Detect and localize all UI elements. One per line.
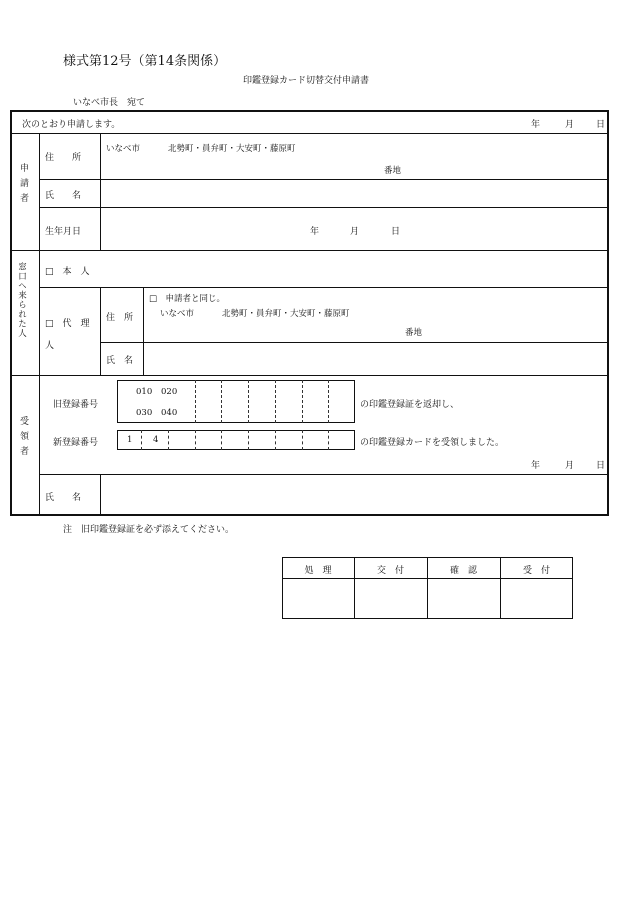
dob-month: 月 [350,227,360,237]
divider [100,133,101,250]
digit-separator [195,430,196,450]
digit-separator [328,430,329,450]
divider [100,287,101,375]
request-text: 次のとおり申請します。 [22,120,121,130]
new-number-label: 新登録番号 [53,438,99,448]
divider [39,179,609,180]
digit-separator [248,380,249,423]
office-header: 処 理 [304,566,332,576]
digit-separator [221,430,222,450]
applicant-section-label: 申請者 [18,163,28,208]
visitor-address-label: 住 所 [106,313,134,323]
receive-month: 月 [565,461,575,471]
applicant-dob-label: 生年月日 [45,227,82,237]
applicant-address-towns: 北勢町・員弁町・大安町・藤原町 [168,144,296,154]
applicant-address-banchi: 番地 [384,166,402,176]
digit-separator [302,380,303,423]
old-number-box[interactable] [117,380,355,423]
receiver-section-label: 受領者 [18,416,28,461]
dob-year: 年 [310,227,320,237]
new-digit: 1 [127,435,133,445]
new-digit: 4 [153,435,159,445]
receiver-name-label: 氏 名 [45,493,82,503]
digit-separator [248,430,249,450]
divider [39,207,609,208]
digit-separator [221,380,222,423]
applicant-address-city: いなべ市 [106,144,141,154]
dob-day: 日 [391,227,401,237]
divider [39,474,609,475]
old-return-text: の印鑑登録証を返却し、 [360,400,460,410]
applicant-address-label: 住 所 [45,153,82,163]
old-number-label: 旧登録番号 [53,400,99,410]
applicant-name-label: 氏 名 [45,191,82,201]
divider [100,474,101,516]
visitor-address-banchi: 番地 [405,328,423,338]
agent-suffix: 人 [45,341,55,351]
office-header: 受 付 [522,566,550,576]
digit-separator [302,430,303,450]
receive-year: 年 [531,461,541,471]
agent-option[interactable]: □ 代 理 [45,319,90,329]
visitor-address-city: いなべ市 [160,309,195,319]
addressee: いなべ市長 宛て [73,98,146,108]
digit-separator [275,380,276,423]
form-number: 様式第12号（第14条関係） [63,54,227,69]
same-as-applicant-checkbox[interactable]: □ 申請者と同じ。 [149,294,226,304]
old-code: 010 [136,387,153,397]
visitor-address-towns: 北勢町・員弁町・大安町・藤原町 [222,309,350,319]
visitor-section-label: 窓口へ来られた人 [16,262,27,338]
receive-day: 日 [596,461,606,471]
note: 注 旧印鑑登録証を必ず添えてください。 [63,525,235,535]
self-option[interactable]: □ 本 人 [45,267,90,277]
form-title: 印鑑登録カード切替交付申請書 [243,76,370,86]
divider [143,287,144,375]
digit-separator [275,430,276,450]
request-day: 日 [596,120,606,130]
divider [10,250,609,251]
office-header: 確 認 [449,566,477,576]
divider [10,375,609,376]
digit-separator [141,430,142,450]
old-code: 020 [161,387,178,397]
divider [39,287,609,288]
request-year: 年 [531,120,541,130]
request-month: 月 [565,120,575,130]
old-code: 040 [161,408,178,418]
old-code: 030 [136,408,153,418]
new-receive-text: の印鑑登録カードを受領しました。 [360,438,505,448]
digit-separator [195,380,196,423]
digit-separator [328,380,329,423]
office-header: 交 付 [376,566,404,576]
visitor-name-label: 氏 名 [106,356,134,366]
divider [39,133,40,516]
digit-separator [168,430,169,450]
divider [100,342,609,343]
